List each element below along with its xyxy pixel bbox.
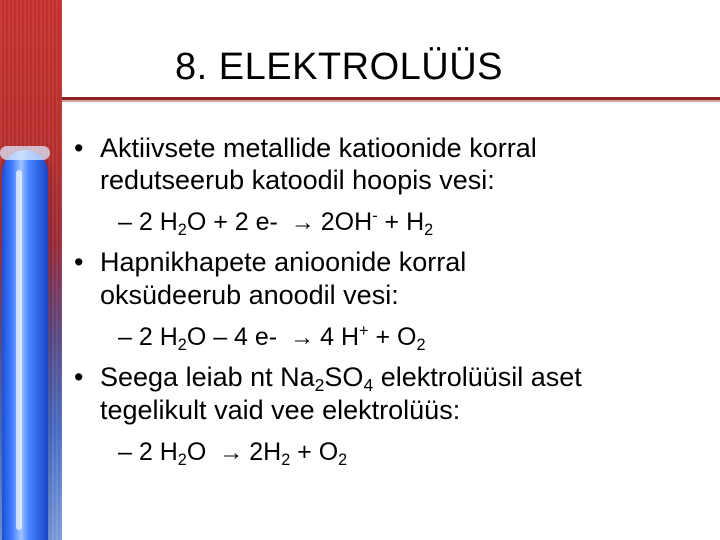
reaction-term: 2 H bbox=[138, 323, 178, 351]
subscript: 4 bbox=[363, 375, 374, 396]
bullet-2-text-1: Hapnikhapete anioonide korral bbox=[100, 247, 467, 277]
reaction-term: O bbox=[186, 438, 207, 466]
subscript: 2 bbox=[338, 450, 348, 469]
reaction-term: + O bbox=[368, 323, 417, 351]
reaction-term: 2 H bbox=[138, 438, 178, 466]
bullet-dot: • bbox=[74, 247, 84, 277]
reaction-term: 2 H bbox=[138, 208, 178, 236]
reaction-term: 2H bbox=[249, 438, 282, 466]
superscript: + bbox=[359, 322, 369, 341]
reaction-dash: – bbox=[118, 438, 132, 466]
bullet-3-text-part: Seega leiab nt Na bbox=[100, 362, 315, 392]
subscript: 2 bbox=[177, 220, 187, 239]
test-tube-highlight bbox=[16, 170, 22, 530]
bullet-1-text-1: Aktiivsete metallide katioonide korral bbox=[100, 133, 537, 163]
reaction-arrow-icon: → bbox=[290, 209, 315, 236]
test-tube-rim bbox=[0, 146, 50, 160]
decorative-side-strip bbox=[0, 0, 62, 540]
bullet-3-text-2: tegelikult vaid vee elektrolüüs: bbox=[100, 395, 461, 425]
subscript: 2 bbox=[281, 450, 291, 469]
reaction-arrow-icon: → bbox=[290, 324, 315, 351]
subscript: 2 bbox=[177, 450, 187, 469]
reaction-term: O + 2 e- bbox=[186, 208, 278, 236]
reaction-term: O – 4 e- bbox=[186, 323, 278, 351]
bullet-3-line-2 bbox=[100, 395, 460, 426]
bullet-2-text-2: oksüdeerub anoodil vesi: bbox=[100, 280, 399, 310]
superscript: - bbox=[372, 207, 378, 226]
reaction-term: 2OH bbox=[320, 208, 373, 236]
subscript: 2 bbox=[177, 335, 187, 354]
slide-title: 8. ELEKTROLÜÜS bbox=[175, 46, 503, 88]
title-underline-shadow bbox=[62, 100, 720, 102]
bullet-3-line-1 bbox=[74, 362, 582, 396]
bullet-3-text-part: elektrolüüsil aset bbox=[373, 362, 582, 392]
reaction-arrow-icon: → bbox=[219, 439, 244, 466]
bullet-1-text-2: redutseerub katoodil hoopis vesi: bbox=[100, 165, 495, 195]
subscript: 2 bbox=[416, 335, 426, 354]
bullet-2-line-1 bbox=[74, 247, 467, 278]
reaction-term: + O bbox=[290, 438, 339, 466]
reaction-1 bbox=[118, 207, 433, 238]
bullet-dot: • bbox=[74, 133, 84, 163]
test-tube-image bbox=[2, 150, 48, 540]
reaction-dash: – bbox=[118, 323, 132, 351]
bullet-dot: • bbox=[74, 362, 84, 392]
reaction-term: + H bbox=[377, 208, 425, 236]
bullet-1-line-1 bbox=[74, 133, 537, 164]
bullet-2-line-2 bbox=[100, 280, 399, 311]
bullet-1-line-2 bbox=[100, 165, 495, 196]
subscript: 2 bbox=[424, 220, 434, 239]
reaction-3 bbox=[118, 437, 347, 468]
subscript: 2 bbox=[314, 375, 325, 396]
reaction-term: 4 H bbox=[320, 323, 359, 351]
reaction-2 bbox=[118, 322, 425, 353]
reaction-dash: – bbox=[118, 208, 132, 236]
bullet-3-text-part: SO bbox=[324, 362, 364, 392]
